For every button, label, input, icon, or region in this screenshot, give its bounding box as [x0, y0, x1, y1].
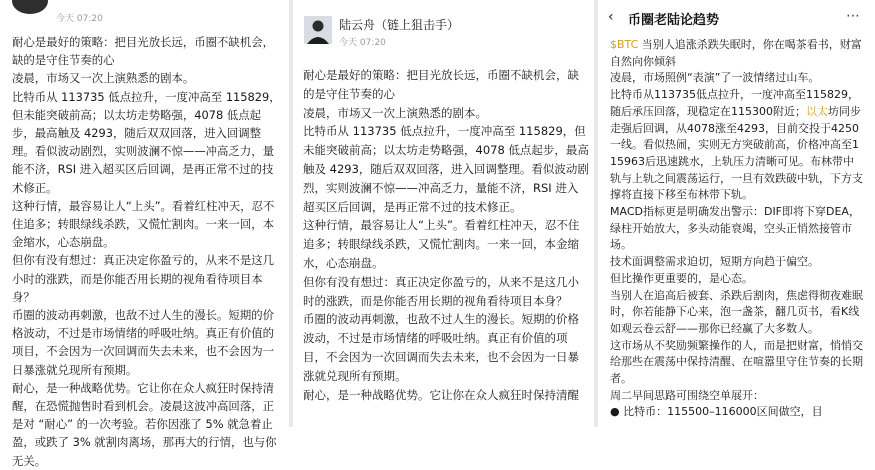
post-body: 耐心是最好的策略：把目光放长远，币圈不缺机会，缺的是守住节奏的心 凌晨，市场又一次上演熟悉的剧本。 比特币从 113735 低点拉升，一度冲高至 115829，但未能突破前高；以太坊走势略强，4078 低点起步，最高触及 4293，随后双双回落，进入回调整理。看似波动剧烈，实则波澜不惊——冲高乏力，量能不济，RSI 进入超买区后回调，是再正常不过的技术修正。 这种行情，最容易让人“上头”。看着红柱冲天，忍不住追多；转眼绿线杀跌，又慌忙割肉。一来一回，本金缩水，心态崩盘。 但你有没有想过：真正决定你盈亏的，从来不是这几小时的涨跌，而是你能否用长期的视角看待项目本身？ 币圈的波动再刺激，也敌不过人生的漫长。短期的价格波动，不过是市场情绪的呼吸吐纳。真正有价值的项目，不会因为一次回调而失去未来，也不会因为一日暴涨就兑现所有预期。 耐心，是一种战略优势。它让你在众人疯狂时保持清醒 — [303, 68, 589, 402]
post-time: 今天 07:20 — [339, 38, 386, 48]
top-bar — [598, 0, 875, 36]
post-panel-left — [0, 0, 288, 468]
person-icon — [304, 16, 332, 44]
author-name[interactable]: 陆云舟（链上狙击手） — [339, 18, 460, 32]
post-panel-right — [598, 0, 875, 427]
avatar[interactable] — [304, 16, 332, 44]
avatar[interactable] — [12, 0, 48, 14]
post-body — [610, 37, 864, 421]
post-body-part: 当别人追涨杀跌失眠时，你在喝茶看书，财富自然向你倾斜 凌晨，市场照例“表演”了一波情绪过山车。 比特币从113735低点拉升，一度冲高至115829，随后承压回落，现稳定在115300附近； — [610, 38, 862, 118]
ticker-tag[interactable]: 以太 — [806, 104, 828, 118]
back-icon[interactable]: ‹ — [608, 9, 614, 25]
page-title: 币圈老陆论趋势 — [628, 13, 720, 28]
ticker-tag[interactable]: $BTC — [610, 38, 639, 51]
post-body-part: 坊同步走强后回调，从4078涨至4293，目前交投于4250一线。看似热闹，实则无方突破前高，价格冲高至115963后迅速跳水，上轨压力清晰可见。布林带中轨与上轨之间震荡运行，一旦有效跌破中轨，下方支撑将直接下移至布林带下轨。 MACD指标更是明确发出警示：DIF即将下穿DEA，绿柱开始放大，多头动能衰竭，空头正悄然接管市场。 技术面调整需求迫切，短期方向趋于偏空。 但比操作更重要的，是心态。 当别人在追高后被套、杀跌后割肉，焦虑得彻夜难眠时，你若能静下心来，泡一盏茶，翻几页书，看K线如观云卷云舒——那你已经赢了大多数人。 这市场从不奖励频繁操作的人，而是把财富，悄悄交给那些在震荡中保持清醒、在喧嚣里守住节奏的长期者。 周二早间思路可围绕空单展开： — [610, 104, 863, 402]
more-icon[interactable]: ⋯ — [846, 8, 861, 24]
post-panel-middle — [293, 0, 594, 427]
post-time: 今天 07:20 — [56, 14, 103, 24]
post-body-part: ● 比特币：115500–116000区间做空，目 — [610, 405, 823, 419]
post-body: 耐心是最好的策略：把目光放长远，币圈不缺机会，缺的是守住节奏的心 凌晨，市场又一次上演熟悉的剧本。 比特币从 113735 低点拉升，一度冲高至 115829，但未能突破前高；以太坊走势略强，4078 低点起步，最高触及 4293，随后双双回落，进入回调整理。看似波动剧烈，实则波澜不惊——冲高乏力，量能不济，RSI 进入超买区后回调，是再正常不过的技术修正。 这种行情，最容易让人“上头”。看着红柱冲天，忍不住追多；转眼绿线杀跌，又慌忙割肉。一来一回，本金缩水，心态崩盘。 但你有没有想过：真正决定你盈亏的，从来不是这几小时的涨跌，而是你能否用长期的视角看待项目本身？ 币圈的波动再刺激，也敌不过人生的漫长。短期的价格波动，不过是市场情绪的呼吸吐纳。真正有价值的项目，不会因为一次回调而失去未来，也不会因为一日暴涨就兑现所有预期。 耐心，是一种战略优势。它让你在众人疯狂时保持清醒，在恐慌抛售时看到机会。凌晨这波冲高回落，正是对 “耐心” 的一次考验。若你因涨了 5% 就急着止盈，或跌了 3% 就割肉离场，那再大的行情，也与你无关。 — [12, 35, 281, 468]
